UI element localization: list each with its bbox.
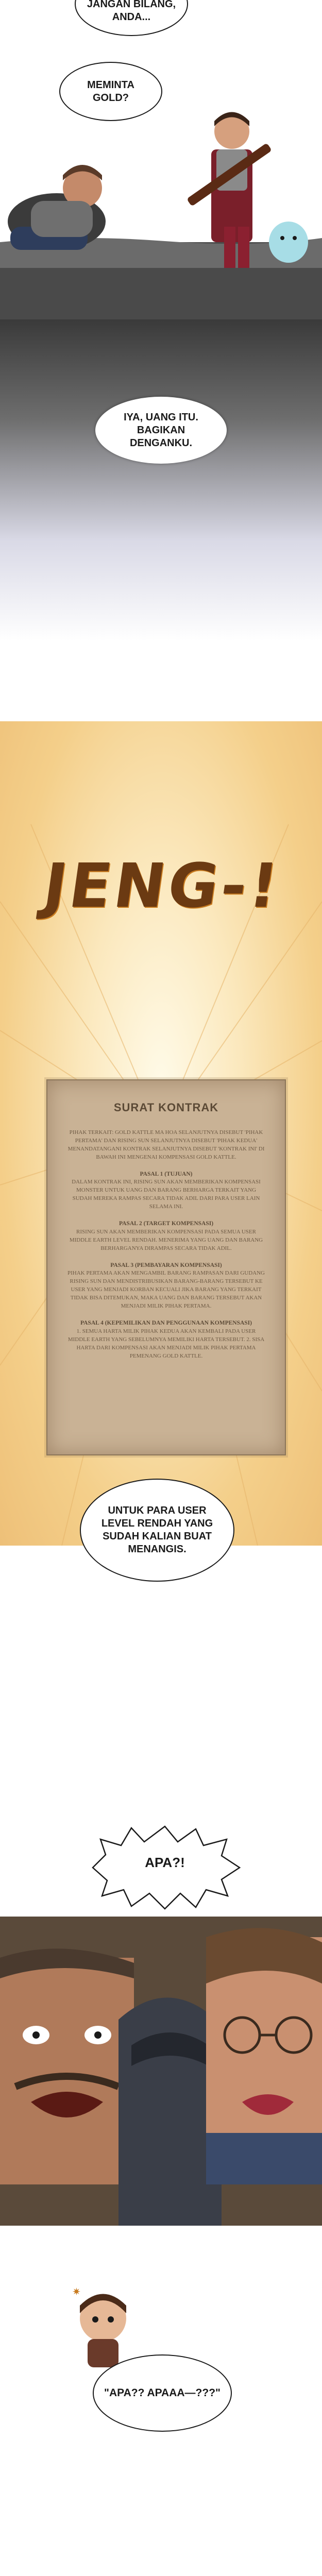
contract-title: SURAT KONTRAK	[113, 1101, 219, 1114]
bubble-text-5: APA?!	[145, 1855, 185, 1870]
bubble-text-1: JANGAN BILANG, ANDA...	[87, 0, 176, 23]
reaction-illustration	[0, 1917, 322, 2226]
bubble-text-6: "APA?? APAAA—???"	[104, 2386, 221, 2399]
bubble-text-2: MEMINTA GOLD?	[87, 79, 134, 104]
section-heading: PASAL 3 (PEMBAYARAN KOMPENSASI)	[110, 1262, 222, 1268]
speech-bubble-2	[59, 62, 162, 121]
svg-text:✷: ✷	[72, 2285, 81, 2298]
speech-bubble-3	[95, 397, 227, 464]
panel-transition	[0, 319, 322, 721]
speech-bubble-4	[80, 1479, 234, 1582]
contract-section-2	[66, 1219, 266, 1252]
section-heading: PASAL 2 (TARGET KOMPENSASI)	[118, 1221, 214, 1227]
section-heading: PASAL 4 (KEPEMILIKAN DAN PENGGUNAAN KOMPENSASI)	[80, 1320, 252, 1327]
section-body: PIHAK PERTAMA AKAN MENGAMBIL BARANG RAMPASAN DARI GUDANG RISING SUN DAN MENDISTRIBUSIKAN BARANG-BARANG TERSEBUT KE USER YANG MENJADI KORBAN KECUALI JIKA BARANG YANG TERKAIT TIDAK BISA DITEMUKAN, MAKA UANG DAN BARANG TERSEBUT AKAN MENJADI MILIK PIHAK PERTAMA.	[67, 1270, 265, 1310]
bubble-text-3: IYA, UANG ITU. BAGIKAN DENGANKU.	[124, 411, 198, 449]
section-body: DALAM KONTRAK INI, RISING SUN AKAN MEMBERIKAN KOMPENSASI MONSTER UNTUK UANG DAN BARANG BERHARGA TERKAIT YANG SUDAH MEREKA RAMPAS SECARA TIDAK ADIL DARI PARA USER LAIN SELAMA INI.	[72, 1179, 261, 1210]
panel-reaction	[0, 1917, 322, 2226]
section-body: RISING SUN AKAN MEMBERIKAN KOMPENSASI PADA SEMUA USER MIDDLE EARTH LEVEL RENDAH. MENERIMA YANG UANG DAN BARANG BERHARGANYA DIRAMPAS SECARA TIDAK ADIL.	[69, 1228, 263, 1251]
contract-section-4	[66, 1319, 266, 1360]
speech-bubble-6	[93, 2354, 232, 2432]
section-heading: PASAL 1 (TUJUAN)	[140, 1171, 193, 1177]
sfx-text: JENG-!	[39, 850, 286, 921]
scene-illustration	[0, 0, 322, 319]
chibi-character	[62, 2282, 144, 2370]
contract-section-1	[66, 1170, 266, 1211]
section-body: 1. SEMUA HARTA MILIK PIHAK KEDUA AKAN KEMBALI PADA USER MIDDLE EARTH YANG SEBELUMNYA MEMILIKI HARTA TERSEBUT. 2. SISA HARTA DARI KOMPENSASI AKAN MENJADI MILIK PIHAK PERTAMA PEMENANG GOLD KATTLE.	[67, 1328, 265, 1359]
contract-document	[46, 1079, 286, 1455]
panel-intro	[0, 0, 322, 319]
bubble-text-4: UNTUK PARA USER LEVEL RENDAH YANG SUDAH KALIAN BUAT MENANGIS.	[101, 1505, 213, 1555]
contract-section-3	[66, 1261, 266, 1311]
panel-chibi	[0, 2226, 322, 2576]
contract-intro: PIHAK TERKAIT: GOLD KATTLE MA HOA SELANJUTNYA DISEBUT 'PIHAK PERTAMA' DAN RISING SUN SELANJUTNYA DISEBUT 'PIHAK KEDUA' MENANDATANGANI KONTRAK SELANJUTNYA DISEBUT 'KONTRAK INI' DI BAWAH INI MENGENAI KOMPENSASI GOLD KATTLE.	[67, 1129, 265, 1160]
panel-white	[0, 1546, 322, 1824]
